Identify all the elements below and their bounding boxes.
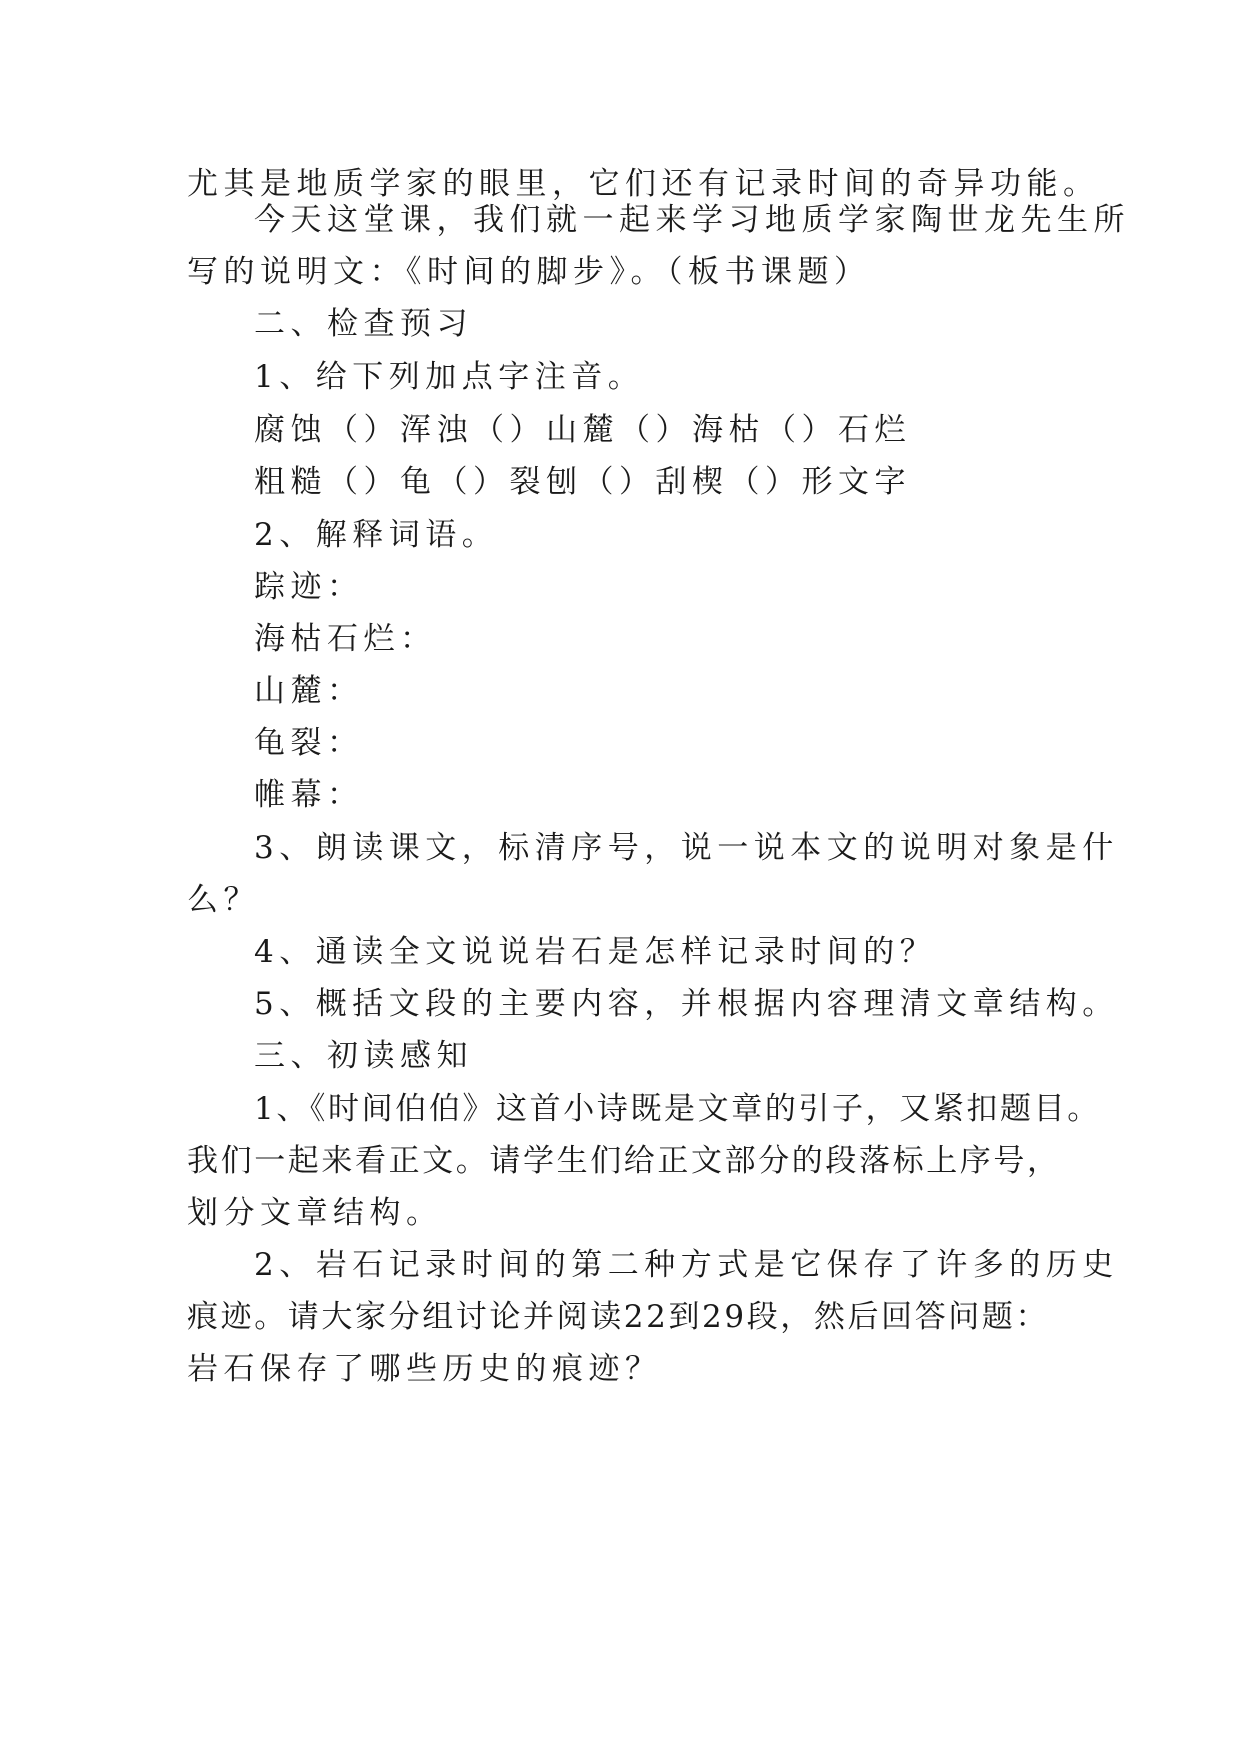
section-heading: 三、初读感知 [254,1038,473,1074]
exercise-line: 腐蚀（）浑浊（）山麓（）海枯（）石烂 [254,412,911,448]
paragraph-line: 划分文章结构。 [187,1195,443,1231]
question-line: 2、解释词语。 [254,517,499,553]
paragraph-line: 1、《时间伯伯》这首小诗既是文章的引子，又紧扣题目。 [254,1091,1101,1127]
term-line: 龟裂： [254,725,364,761]
paragraph-line: 今天这堂课，我们就一起来学习地质学家陶世龙先生所 [254,202,1130,238]
section-heading: 二、检查预习 [254,306,473,342]
question-line: 5、概括文段的主要内容，并根据内容理清文章结构。 [254,986,1119,1022]
term-line: 山麓： [254,673,364,709]
paragraph-line: 我们一起来看正文。请学生们给正文部分的段落标上序号， [187,1143,1061,1179]
paragraph-line: 痕迹。请大家分组讨论并阅读22到29段，然后回答问题： [187,1299,1050,1335]
paragraph-line: 2、岩石记录时间的第二种方式是它保存了许多的历史 [254,1247,1119,1283]
question-line: 4、通读全文说说岩石是怎样记录时间的？ [254,934,937,970]
paragraph-line: 岩石保存了哪些历史的痕迹？ [187,1351,662,1387]
term-line: 海枯石烂： [254,621,437,657]
exercise-line: 粗糙（）龟（）裂刨（）刮楔（）形文字 [254,464,911,500]
paragraph-line: 尤其是地质学家的眼里，它们还有记录时间的奇异功能。 [187,166,1100,202]
paragraph-line: 写的说明文：《时间的脚步》。（板书课题） [187,254,871,290]
question-line: 1、给下列加点字注音。 [254,359,645,395]
question-line: 么？ [187,882,260,918]
term-line: 帷幕： [254,777,364,813]
question-line: 3、朗读课文，标清序号，说一说本文的说明对象是什 [254,830,1119,866]
term-line: 踪迹： [254,569,364,605]
